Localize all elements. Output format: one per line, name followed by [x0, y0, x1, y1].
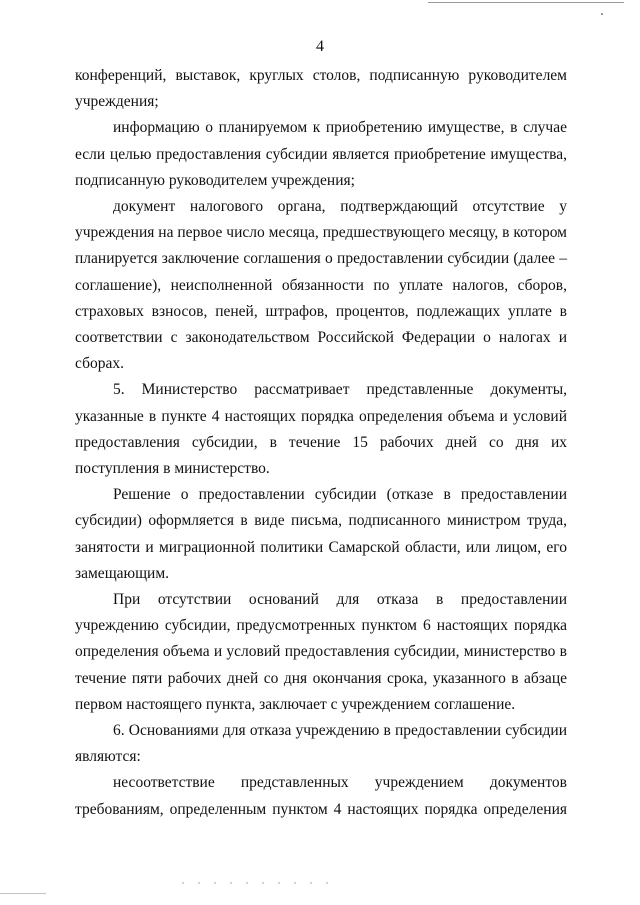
paragraph-continuation: конференций, выставок, круглых столов, подписанную руководителем учреждения; [75, 67, 567, 111]
top-edge-rule [428, 2, 624, 3]
paragraph-agreement: При отсутствии оснований для отказа в предоставлении учреждению субсидии, предусмотренных пунктом 6 настоящих порядка определения объема и условий предоставления субсидии, министерство в течение пяти рабочих дней со дня окончания срока, указанного в абзаце первом настоящего пункта, заключает с учреждением соглашение. [75, 591, 567, 713]
document-body [75, 63, 567, 823]
paragraph-decision: Решение о предоставлении субсидии (отказе в предоставлении субсидии) оформляется в виде письма, подписанного министром труда, занятости и миграционной политики Самарской области, или лицом, его замещающим. [75, 486, 567, 582]
scan-noise [175, 880, 335, 886]
paragraph-item-5: 5. Министерство рассматривает представленные документы, указанные в пункте 4 настоящих порядка определения объема и условий предоставления субсидии, в течение 15 рабочих дней со дня их поступления в министерство. [75, 381, 567, 478]
scan-speck [601, 13, 603, 15]
paragraph-property-info: информацию о планируемом к приобретению имуществе, в случае если целью предоставления субсидии является приобретение имущества, подписанную руководителем учреждения; [75, 119, 567, 189]
paragraph-tax-document: документ налогового органа, подтверждающий отсутствие у учреждения на первое число месяца, предшествующего месяцу, в котором планируется заключение соглашения о предоставлении субсидии (далее – соглашение), неисполненной обязанности по уплате налогов, сборов, страховых взносов, пеней, штрафов, процентов, подлежащих уплате в соответствии с законодательством Российской Федерации о налогах и сборах. [75, 198, 567, 373]
bottom-edge-mark [0, 893, 46, 894]
paragraph-item-6: 6. Основаниями для отказа учреждению в предоставлении субсидии являются: [75, 722, 567, 766]
paragraph-nonconformity: несоответствие представленных учреждением документов требованиям, определенным пунктом 4 настоящих порядка определения [75, 774, 567, 818]
page-number: 4 [316, 38, 324, 55]
